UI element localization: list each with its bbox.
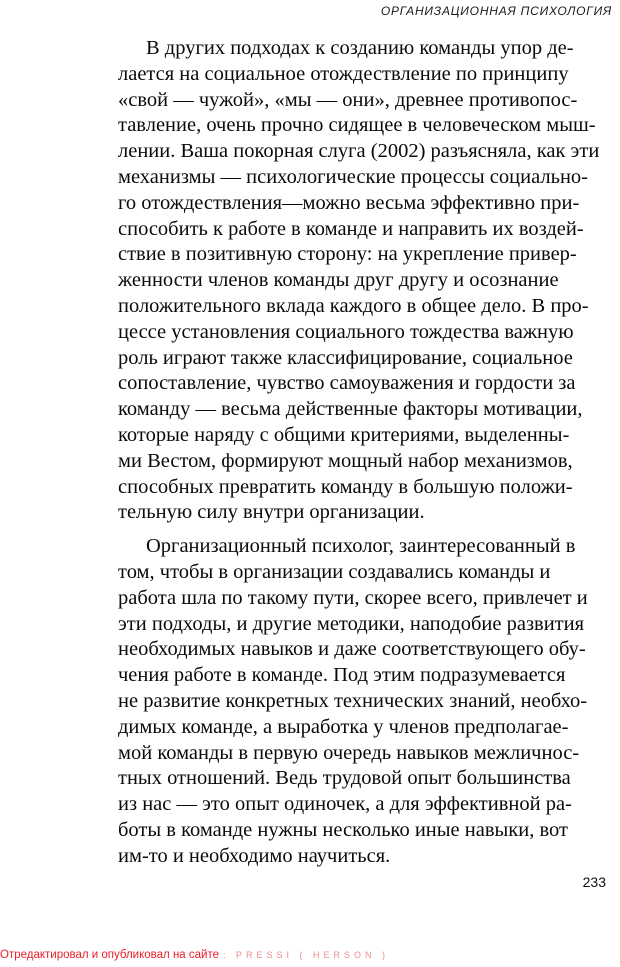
text-line: лении. Ваша покорная слуга (2002) разъясняла, как эти — [118, 140, 600, 163]
text-line: тавление, очень прочно сидящее в человеческом мыш- — [118, 114, 596, 137]
text-line: роль играют также классифицирование, социальное — [118, 346, 573, 369]
text-line: женности членов команды друг другу и осознание — [118, 269, 559, 292]
body-text — [118, 36, 612, 870]
text-line: способных превратить команду в большую положи- — [118, 475, 573, 498]
text-line: ми Вестом, формируют мощный набор механизмов, — [118, 449, 573, 472]
text-line: боты в команде нужны несколько иные навыки, вот — [118, 818, 568, 841]
text-line: команду — весьма действенные факторы мотивации, — [118, 398, 583, 421]
footer-label: Отредактировал и опубликовал на сайте — [0, 949, 219, 961]
text-line: цессе установления социального тождества важную — [118, 320, 574, 343]
text-line: способить к работе в команде и направить их воздей- — [118, 217, 584, 240]
text-line: эти подходы, и другие методики, наподобие развития — [118, 612, 585, 635]
footer-site-link[interactable]: : PRESSI ( HERSON ) — [223, 950, 390, 960]
text-line: сопоставление, чувство самоуважения и гордости за — [118, 372, 576, 395]
paragraph-gap — [118, 526, 612, 534]
text-line: из нас — это опыт одиночек, а для эффективной ра- — [118, 793, 572, 816]
paragraph-2 — [118, 534, 612, 869]
text-line: лается на социальное отождествление по принципу — [118, 62, 569, 85]
text-line: тельную силу внутри организации. — [118, 501, 425, 524]
paragraph-1 — [118, 36, 612, 526]
text-line: димых команде, а выработка у членов предполагае- — [118, 715, 569, 738]
text-line: положительного вклада каждого в общее дело. В про- — [118, 294, 589, 317]
text-line: Организационный психолог, заинтересованный в — [146, 535, 576, 558]
text-line: мой команды в первую очередь навыков межличнос- — [118, 741, 580, 764]
text-line: В других подходах к созданию команды упор де- — [146, 37, 574, 59]
text-line: том, чтобы в организации создавались команды и — [118, 560, 551, 583]
footer-watermark — [0, 949, 389, 961]
text-line: необходимых навыков и даже соответствующего обу- — [118, 638, 586, 661]
text-line: им-то и необходимо научиться. — [118, 844, 391, 867]
text-line: механизмы — психологические процессы социально- — [118, 165, 588, 188]
page-number: 233 — [582, 874, 606, 890]
text-line: го отождествления—можно весьма эффективно при- — [118, 191, 580, 214]
text-line: ствие в позитивную сторону: на укрепление привер- — [118, 243, 577, 266]
text-line: «свой — чужой», «мы — они», древнее противопос- — [118, 88, 578, 111]
text-line: тных отношений. Ведь трудовой опыт большинства — [118, 767, 571, 790]
text-line: работа шла по такому пути, скорее всего, привлечет и — [118, 586, 588, 609]
text-line: чения работе в команде. Под этим подразумевается — [118, 664, 566, 687]
running-header: ОРГАНИЗАЦИОННАЯ ПСИХОЛОГИЯ — [380, 4, 612, 18]
text-line: не развитие конкретных технических знаний, необхо- — [118, 689, 588, 712]
text-line: которые наряду с общими критериями, выделенны- — [118, 423, 570, 446]
